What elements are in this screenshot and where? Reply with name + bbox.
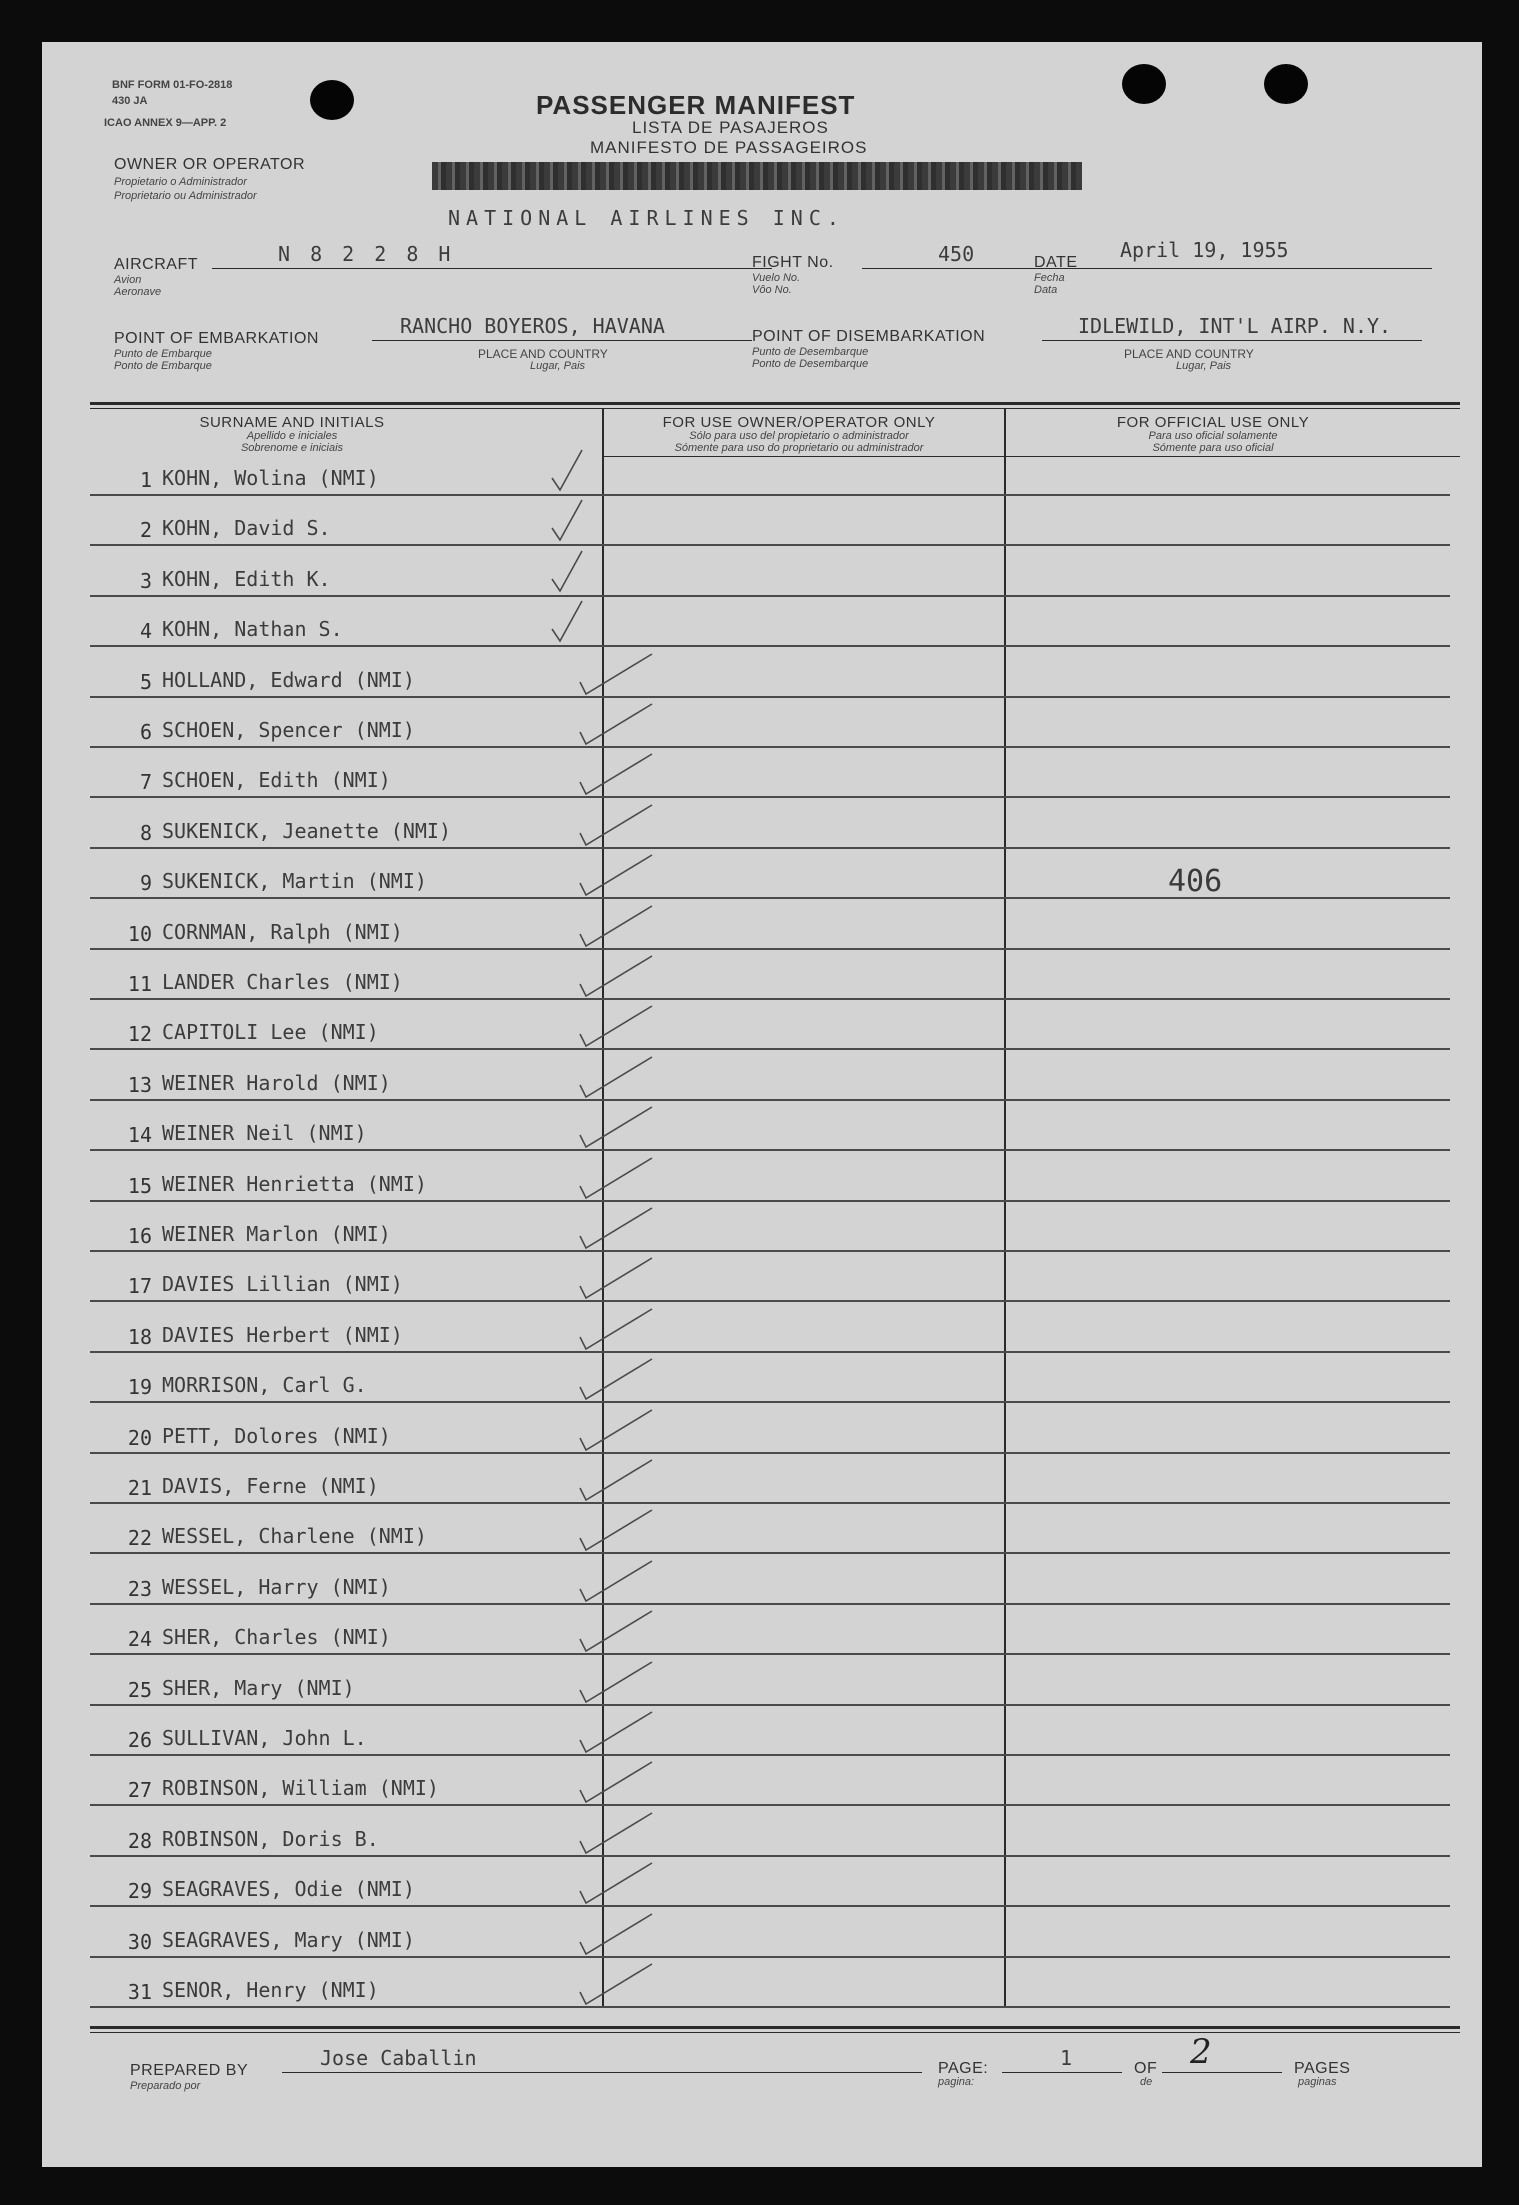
table-row bbox=[90, 696, 1450, 698]
table-bottom-rule bbox=[90, 2026, 1460, 2029]
row-number: 4 bbox=[139, 619, 152, 644]
passenger-name: SEAGRAVES, Odie (NMI) bbox=[162, 1877, 415, 1902]
page-title: PASSENGER MANIFEST bbox=[536, 90, 856, 120]
of-label: OF bbox=[1134, 2060, 1158, 2077]
table-row bbox=[90, 1552, 1450, 1554]
row-number: 1 bbox=[139, 468, 152, 492]
prepared-by-sub: Preparado por bbox=[130, 2080, 201, 2092]
table-row bbox=[90, 494, 1450, 496]
table-row bbox=[90, 1401, 1450, 1403]
passenger-name: SCHOEN, Edith (NMI) bbox=[162, 768, 391, 793]
disembarkation-underline bbox=[1042, 340, 1422, 341]
check-mark-icon bbox=[572, 1506, 662, 1556]
passenger-name: CAPITOLI Lee (NMI) bbox=[162, 1020, 379, 1045]
row-number: 20 bbox=[127, 1425, 152, 1450]
passenger-name: DAVIS, Ferne (NMI) bbox=[162, 1474, 379, 1498]
table-row bbox=[90, 544, 1450, 546]
column-divider-2 bbox=[1004, 408, 1006, 2008]
disembarkation-place-label: PLACE AND COUNTRY bbox=[1124, 347, 1254, 361]
table-row bbox=[90, 1351, 1450, 1353]
official-use-column-sub-pt: Sómente para uso oficial bbox=[1152, 442, 1274, 454]
flight-label: FIGHT No. bbox=[752, 254, 834, 271]
title-spanish: LISTA DE PASAJEROS bbox=[632, 118, 829, 137]
passenger-name: SENOR, Henry (NMI) bbox=[162, 1978, 379, 2002]
manifest-paper bbox=[42, 42, 1482, 2167]
check-mark-icon bbox=[572, 1910, 662, 1960]
embarkation-underline bbox=[372, 340, 752, 341]
row-number: 11 bbox=[127, 972, 152, 996]
pages-sub: paginas bbox=[1298, 2076, 1337, 2088]
check-mark-icon bbox=[542, 498, 632, 548]
embarkation-label: POINT OF EMBARKATION bbox=[114, 330, 319, 347]
row-number: 3 bbox=[139, 568, 152, 593]
check-mark-icon bbox=[572, 952, 662, 1002]
table-row bbox=[90, 1200, 1450, 1202]
table-row bbox=[90, 1905, 1450, 1907]
row-number: 15 bbox=[127, 1173, 152, 1198]
disembarkation-value: IDLEWILD, INT'L AIRP. N.Y. bbox=[1078, 314, 1392, 338]
date-value: April 19, 1955 bbox=[1120, 238, 1289, 262]
passenger-name: ROBINSON, William (NMI) bbox=[162, 1776, 439, 1801]
check-mark-icon bbox=[572, 1053, 662, 1103]
check-mark-icon bbox=[572, 1708, 662, 1758]
check-mark-icon bbox=[572, 1154, 662, 1204]
check-mark-icon bbox=[572, 902, 662, 952]
date-sub-pt: Data bbox=[1034, 284, 1058, 296]
redacted-stamp bbox=[432, 162, 1082, 190]
table-row bbox=[90, 1603, 1450, 1605]
flight-value: 450 bbox=[938, 242, 975, 266]
aircraft-value: N 8 2 2 8 H bbox=[278, 242, 455, 266]
table-row bbox=[90, 1250, 1450, 1252]
table-row bbox=[90, 1855, 1450, 1857]
prepared-by-underline bbox=[282, 2072, 922, 2073]
passenger-name: SHER, Charles (NMI) bbox=[162, 1625, 391, 1650]
form-number: BNF FORM 01-FO-2818 bbox=[112, 79, 233, 91]
table-top-rule bbox=[90, 402, 1460, 405]
row-number: 25 bbox=[127, 1677, 152, 1702]
check-mark-icon bbox=[572, 1254, 662, 1304]
check-mark-icon bbox=[572, 1103, 662, 1153]
row-number: 9 bbox=[139, 871, 152, 896]
row-number: 28 bbox=[127, 1828, 152, 1853]
embarkation-sub-es: Punto de Embarque bbox=[114, 348, 212, 360]
page-sub: pagina: bbox=[938, 2076, 975, 2088]
check-mark-icon bbox=[572, 1204, 662, 1254]
passenger-name: KOHN, Edith K. bbox=[162, 566, 331, 591]
punch-hole bbox=[1264, 64, 1308, 104]
embarkation-value: RANCHO BOYEROS, HAVANA bbox=[400, 314, 665, 338]
disembarkation-sub-es: Punto de Desembarque bbox=[752, 346, 869, 358]
row-number: 2 bbox=[139, 518, 152, 543]
table-row bbox=[90, 1956, 1450, 1958]
table-row bbox=[90, 1099, 1450, 1101]
row-number: 31 bbox=[127, 1980, 152, 2004]
passenger-name: PETT, Dolores (NMI) bbox=[162, 1423, 391, 1448]
title-portuguese: MANIFESTO DE PASSAGEIROS bbox=[590, 138, 868, 157]
passenger-name: SEAGRAVES, Mary (NMI) bbox=[162, 1927, 415, 1952]
passenger-name: DAVIES Herbert (NMI) bbox=[162, 1322, 403, 1347]
pages-underline bbox=[1162, 2072, 1282, 2073]
check-mark-icon bbox=[542, 599, 632, 649]
page-number: 1 bbox=[1060, 2046, 1073, 2070]
total-pages: 2 bbox=[1190, 2032, 1212, 2072]
prepared-by-value: Jose Caballin bbox=[320, 2046, 477, 2070]
table-row bbox=[90, 645, 1450, 647]
row-number: 27 bbox=[127, 1778, 152, 1803]
owner-value: NATIONAL AIRLINES INC. bbox=[448, 206, 845, 230]
check-mark-icon bbox=[572, 801, 662, 851]
check-mark-icon bbox=[572, 1960, 662, 2010]
table-row bbox=[90, 1048, 1450, 1050]
check-mark-icon bbox=[572, 1406, 662, 1456]
passenger-name: WEINER Harold (NMI) bbox=[162, 1070, 391, 1095]
passenger-name: HOLLAND, Edward (NMI) bbox=[162, 667, 415, 692]
row-number: 22 bbox=[127, 1526, 152, 1551]
table-row bbox=[90, 1502, 1450, 1504]
owner-use-column-header: FOR USE OWNER/OPERATOR ONLY bbox=[662, 414, 936, 431]
row-number: 7 bbox=[139, 770, 152, 795]
check-mark-icon bbox=[572, 1557, 662, 1607]
pages-label: PAGES bbox=[1294, 2060, 1351, 2077]
row-number: 6 bbox=[139, 720, 152, 744]
passenger-name: WEINER Neil (NMI) bbox=[162, 1121, 367, 1146]
passenger-name: SUKENICK, Martin (NMI) bbox=[162, 869, 427, 894]
embarkation-place-sub: Lugar, Pais bbox=[530, 360, 586, 372]
table-row bbox=[90, 1754, 1450, 1756]
passenger-name: CORNMAN, Ralph (NMI) bbox=[162, 919, 403, 944]
table-row bbox=[90, 998, 1450, 1000]
row-number: 8 bbox=[139, 820, 152, 845]
passenger-name: ROBINSON, Doris B. bbox=[162, 1826, 379, 1851]
check-mark-icon bbox=[572, 1456, 662, 1506]
embarkation-place-label: PLACE AND COUNTRY bbox=[478, 347, 608, 361]
icao-reference: ICAO ANNEX 9—APP. 2 bbox=[104, 117, 227, 129]
table-row bbox=[90, 948, 1450, 950]
aircraft-label: AIRCRAFT bbox=[114, 256, 198, 273]
check-mark-icon bbox=[572, 1758, 662, 1808]
check-mark-icon bbox=[572, 1658, 662, 1708]
official-use-column-header: FOR OFFICIAL USE ONLY bbox=[1116, 414, 1310, 431]
passenger-name: WEINER Henrietta (NMI) bbox=[162, 1171, 427, 1196]
row-number: 26 bbox=[127, 1728, 152, 1752]
table-row bbox=[90, 2006, 1450, 2008]
passenger-name: WESSEL, Harry (NMI) bbox=[162, 1574, 391, 1599]
header-bottom-rule bbox=[602, 456, 1460, 457]
owner-label: OWNER OR OPERATOR bbox=[114, 156, 306, 173]
passenger-name: WESSEL, Charlene (NMI) bbox=[162, 1524, 427, 1549]
surname-column-sub-pt: Sobrenome e iniciais bbox=[240, 442, 344, 454]
table-row bbox=[90, 1149, 1450, 1151]
embarkation-sub-pt: Ponto de Embarque bbox=[114, 360, 212, 372]
row-number: 12 bbox=[127, 1022, 152, 1047]
passenger-name: MORRISON, Carl G. bbox=[162, 1373, 367, 1398]
passenger-name: SULLIVAN, John L. bbox=[162, 1726, 367, 1750]
check-mark-icon bbox=[572, 750, 662, 800]
table-top-rule-2 bbox=[90, 408, 1460, 409]
check-mark-icon bbox=[572, 700, 662, 750]
of-sub: de bbox=[1140, 2076, 1153, 2088]
official-use-column-sub-es: Para uso oficial solamente bbox=[1148, 430, 1278, 442]
passenger-name: KOHN, David S. bbox=[162, 516, 331, 541]
passenger-name: LANDER Charles (NMI) bbox=[162, 970, 403, 994]
aircraft-sub-pt: Aeronave bbox=[114, 286, 162, 298]
row-number: 13 bbox=[127, 1072, 152, 1097]
page-label: PAGE: bbox=[938, 2060, 989, 2077]
table-row bbox=[90, 746, 1450, 748]
disembarkation-place-sub: Lugar, Pais bbox=[1176, 360, 1232, 372]
disembarkation-sub-pt: Ponto de Desembarque bbox=[752, 358, 869, 370]
table-row bbox=[90, 1452, 1450, 1454]
page-underline bbox=[1002, 2072, 1122, 2073]
row-number: 17 bbox=[127, 1274, 152, 1299]
check-mark-icon bbox=[542, 549, 632, 599]
surname-column-sub-es: Apellido e iniciales bbox=[246, 430, 338, 442]
check-mark-icon bbox=[542, 448, 632, 498]
passenger-name: SUKENICK, Jeanette (NMI) bbox=[162, 818, 451, 843]
date-underline bbox=[1082, 268, 1432, 269]
check-mark-icon bbox=[572, 650, 662, 700]
owner-use-column-sub-es: Sólo para uso del propietario o administrador bbox=[689, 430, 909, 442]
check-mark-icon bbox=[572, 1355, 662, 1405]
flight-sub-es: Vuelo No. bbox=[752, 272, 801, 284]
row-number: 5 bbox=[139, 669, 152, 694]
table-row bbox=[90, 1300, 1450, 1302]
table-row bbox=[90, 595, 1450, 597]
row-number: 19 bbox=[127, 1375, 152, 1400]
official-note: 406 bbox=[1168, 864, 1223, 899]
surname-column-header: SURNAME AND INITIALS bbox=[199, 414, 385, 431]
row-number: 23 bbox=[127, 1576, 152, 1601]
table-row bbox=[90, 1804, 1450, 1806]
passenger-name: KOHN, Nathan S. bbox=[162, 617, 343, 642]
date-label: DATE bbox=[1034, 254, 1078, 271]
check-mark-icon bbox=[572, 1859, 662, 1909]
table-row bbox=[90, 1704, 1450, 1706]
aircraft-sub-es: Avion bbox=[114, 274, 142, 286]
disembarkation-label: POINT OF DISEMBARKATION bbox=[752, 328, 986, 345]
row-number: 30 bbox=[127, 1929, 152, 1954]
table-row bbox=[90, 796, 1450, 798]
table-row bbox=[90, 897, 1450, 899]
owner-sub-es: Propietario o Administrador bbox=[114, 176, 247, 188]
check-mark-icon bbox=[572, 1809, 662, 1859]
punch-hole bbox=[1122, 64, 1166, 104]
date-sub-es: Fecha bbox=[1034, 272, 1065, 284]
table-row bbox=[90, 847, 1450, 849]
prepared-by-label: PREPARED BY bbox=[130, 2062, 249, 2079]
punch-hole bbox=[310, 80, 354, 120]
check-mark-icon bbox=[572, 1607, 662, 1657]
table-row bbox=[90, 1653, 1450, 1655]
check-mark-icon bbox=[572, 851, 662, 901]
aircraft-underline bbox=[212, 268, 772, 269]
passenger-name: WEINER Marlon (NMI) bbox=[162, 1222, 391, 1246]
form-number-2: 430 JA bbox=[112, 95, 148, 107]
row-number: 14 bbox=[127, 1123, 152, 1148]
check-mark-icon bbox=[572, 1002, 662, 1052]
row-number: 21 bbox=[127, 1476, 152, 1500]
row-number: 18 bbox=[127, 1324, 152, 1349]
row-number: 10 bbox=[127, 921, 152, 946]
passenger-name: SHER, Mary (NMI) bbox=[162, 1675, 355, 1700]
row-number: 16 bbox=[127, 1224, 152, 1248]
owner-use-column-sub-pt: Sómente para uso do proprietario ou administrador bbox=[674, 442, 924, 454]
check-mark-icon bbox=[572, 1305, 662, 1355]
row-number: 24 bbox=[127, 1627, 152, 1652]
passenger-name: SCHOEN, Spencer (NMI) bbox=[162, 718, 415, 742]
owner-sub-pt: Proprietario ou Administrador bbox=[114, 190, 257, 202]
flight-sub-pt: Vôo No. bbox=[752, 284, 792, 296]
passenger-name: KOHN, Wolina (NMI) bbox=[162, 466, 379, 490]
row-number: 29 bbox=[127, 1879, 152, 1904]
table-bottom-rule-2 bbox=[90, 2032, 1460, 2033]
passenger-name: DAVIES Lillian (NMI) bbox=[162, 1272, 403, 1297]
